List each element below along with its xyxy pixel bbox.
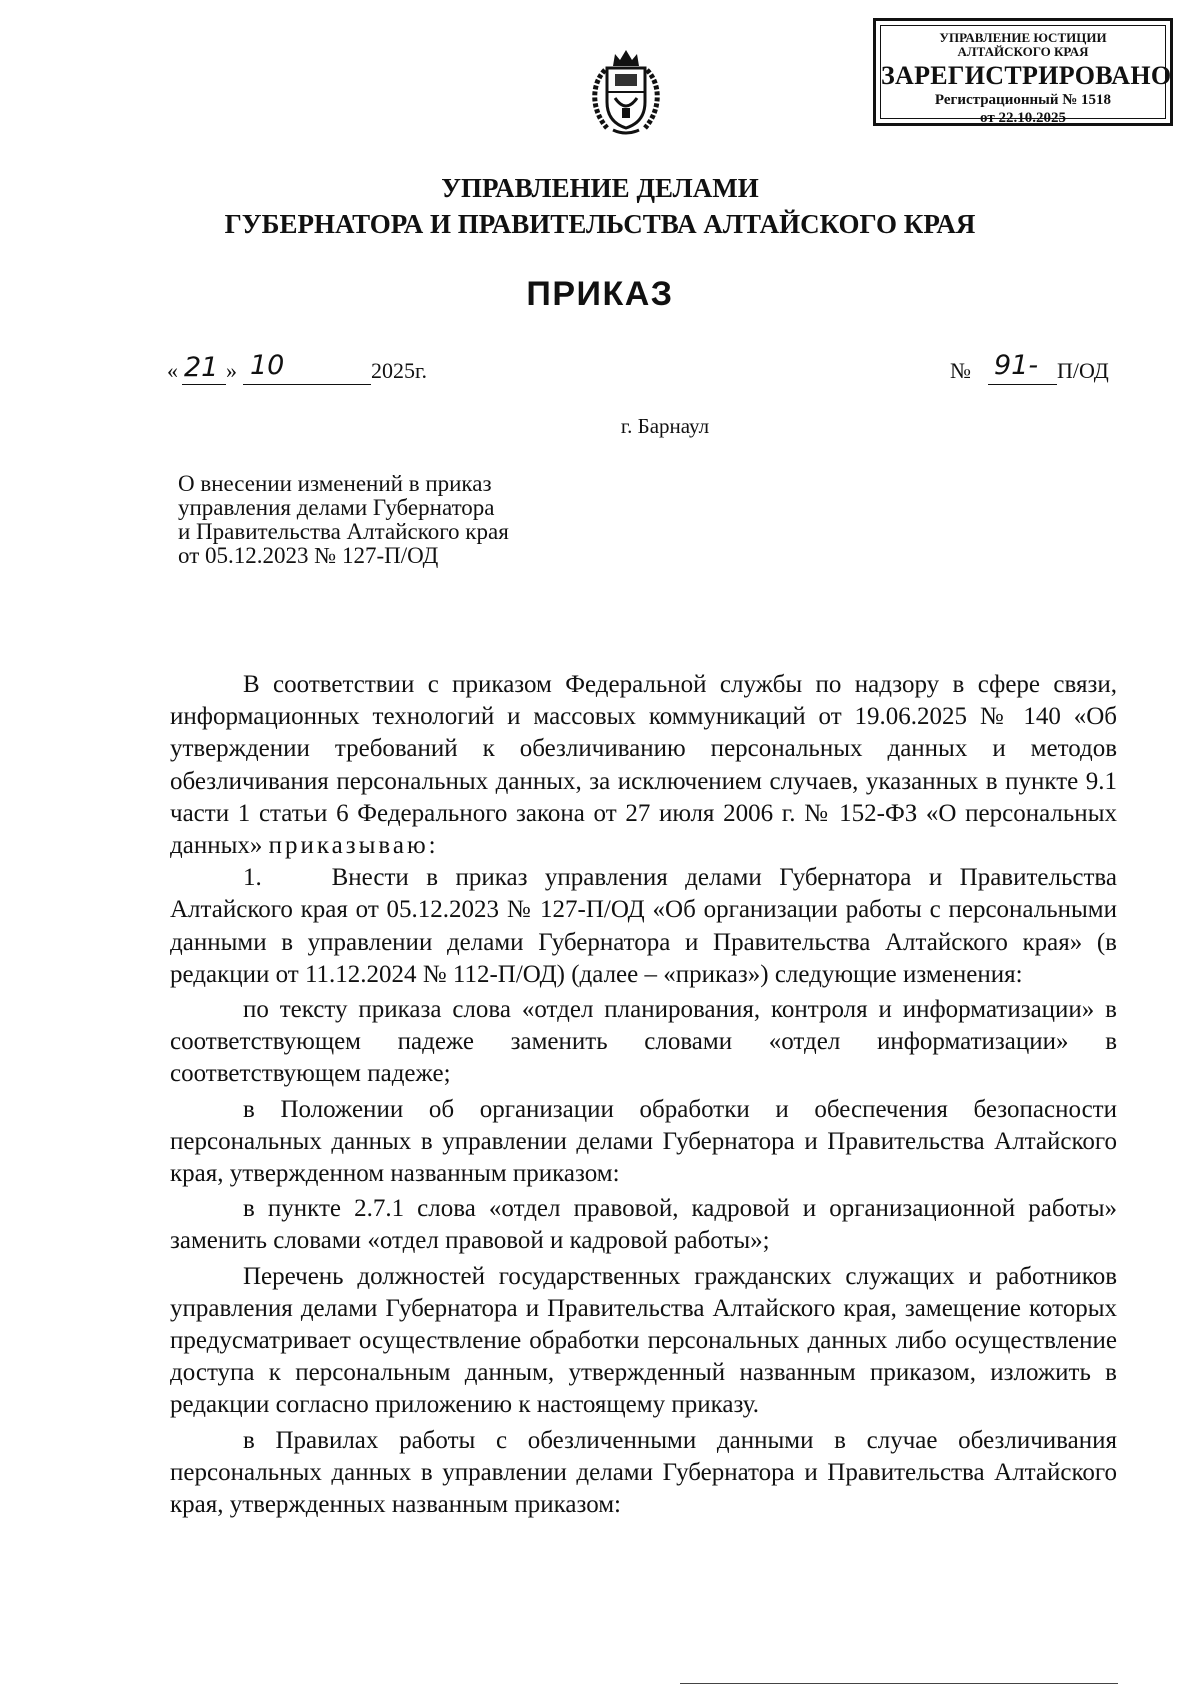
subject-line2: управления делами Губернатора bbox=[178, 495, 495, 520]
order-subject bbox=[178, 472, 598, 568]
date-close-quote: » bbox=[226, 358, 237, 383]
paragraph-text-replacement: по тексту приказа слова «отдел планирования, контроля и информатизации» в соответствующем падеже заменить словами «отдел информатизации» в соответствующем падеже; bbox=[170, 996, 1117, 1088]
date-day-underline bbox=[182, 384, 226, 385]
stamp-status: ЗАРЕГИСТРИРОВАНО bbox=[881, 61, 1172, 90]
stamp-reg-date: от 22.10.2025 bbox=[980, 110, 1066, 126]
paragraph-anonymized-rules: в Правилах работы с обезличенными данными в случае обезличивания персональных данных в управлении делами Губернатора и Правительства Алтайского края, утвержденных названным приказом: bbox=[170, 1426, 1117, 1519]
date-month: 10 bbox=[250, 350, 285, 381]
registration-stamp bbox=[873, 18, 1173, 126]
subject-line4: от 05.12.2023 № 127-П/ОД bbox=[178, 543, 439, 568]
preamble-paragraph bbox=[170, 669, 1117, 862]
document-type: ПРИКАЗ bbox=[526, 275, 674, 313]
date-open-quote: « bbox=[167, 358, 178, 383]
order-body bbox=[170, 669, 1124, 1521]
number-underline bbox=[988, 384, 1057, 385]
stamp-org-line2: АЛТАЙСКОГО КРАЯ bbox=[957, 44, 1089, 59]
stamp-org-line1: УПРАВЛЕНИЕ ЮСТИЦИИ bbox=[939, 30, 1107, 45]
coat-of-arms-icon bbox=[585, 44, 667, 140]
stamp-org bbox=[881, 31, 1165, 59]
city: г. Барнаул bbox=[620, 414, 710, 438]
item-1-paragraph: 1. Внести в приказ управления делами Губернатора и Правительства Алтайского края от 05.12.2023 № 127-П/ОД «Об организации работы с персональными данными в управлении делами Губернатора и Правительства Алтайского края» (в редакции от 11.12.2024 № 112-П/ОД) (далее – «приказ») следующие изменения: bbox=[170, 864, 1124, 988]
subject-line1: О внесении изменений в приказ bbox=[178, 471, 492, 496]
number-suffix: П/ОД bbox=[1057, 358, 1109, 383]
preamble-text: В соответствии с приказом Федеральной службы по надзору в сфере связи, информационных технологий и массовых коммуникаций от 19.06.2025 № 140 «Об утверждении требований к обезличиванию персональных данных и методов обезличивания персональных данных, за исключением случаев, указанных в пункте 9.1 части 1 статьи 6 Федерального закона от 27 июля 2006 г. № 152-ФЗ «О персональных данных» bbox=[170, 671, 1117, 860]
order-date bbox=[167, 350, 467, 386]
page-bottom-rule bbox=[680, 1683, 1118, 1684]
organization-title-line2: ГУБЕРНАТОРА И ПРАВИТЕЛЬСТВА АЛТАЙСКОГО КРАЯ bbox=[224, 209, 976, 239]
number-prefix: № bbox=[950, 358, 971, 383]
subject-line3: и Правительства Алтайского края bbox=[178, 519, 509, 544]
organization-title-line1: УПРАВЛЕНИЕ ДЕЛАМИ bbox=[441, 173, 759, 203]
stamp-reg-number: Регистрационный № 1518 bbox=[934, 92, 1112, 108]
organization-title bbox=[0, 170, 1200, 242]
paragraph-point-2-7-1: в пункте 2.7.1 слова «отдел правовой, кадровой и организационной работы» заменить словами «отдел правовой и кадровой работы»; bbox=[170, 1195, 1117, 1255]
stamp-inner-border bbox=[880, 25, 1172, 126]
paragraph-positions-list: Перечень должностей государственных гражданских служащих и работников управления делами Губернатора и Правительства Алтайского края, замещение которых предусматривает осуществление обработки персональных данных либо осуществление доступа к персональным данным, утвержденный названным приказом, изложить в редакции согласно приложению к настоящему приказу. bbox=[170, 1262, 1117, 1419]
date-day: 21 bbox=[184, 352, 219, 383]
number-value: 91- bbox=[994, 350, 1039, 381]
paragraph-regulation: в Положении об организации обработки и обеспечения безопасности персональных данных в управлении делами Губернатора и Правительства Алтайского края, утвержденном названным приказом: bbox=[170, 1095, 1117, 1188]
order-number bbox=[950, 350, 1120, 386]
date-year: 2025г. bbox=[371, 358, 428, 383]
date-month-underline bbox=[243, 384, 371, 385]
order-word: приказываю: bbox=[268, 832, 439, 860]
